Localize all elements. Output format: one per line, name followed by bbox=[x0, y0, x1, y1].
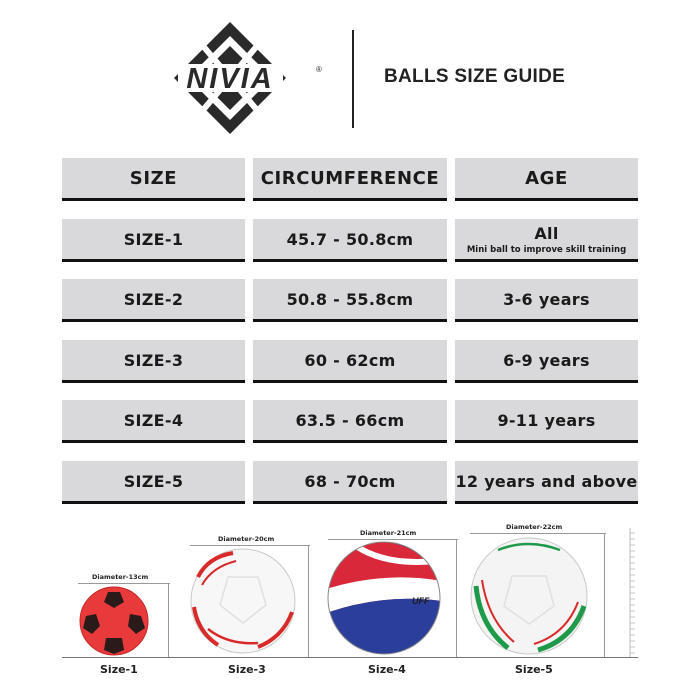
diameter-label: Diameter-13cm bbox=[92, 573, 149, 581]
column-header-size: SIZE bbox=[62, 158, 245, 201]
table-cell-age: 6-9 years bbox=[455, 340, 638, 383]
ball-label: Size-1 bbox=[100, 663, 138, 676]
dimension-line bbox=[456, 539, 457, 657]
dimension-line bbox=[308, 545, 309, 657]
table-cell-size: SIZE-4 bbox=[62, 400, 245, 443]
registered-mark: ® bbox=[316, 65, 322, 74]
age-note: Mini ball to improve skill training bbox=[466, 244, 627, 255]
ball-label: Size-5 bbox=[515, 663, 553, 676]
football-size3-icon bbox=[188, 547, 298, 655]
dimension-line bbox=[168, 583, 169, 657]
diameter-label: Diameter-22cm bbox=[506, 523, 563, 531]
dimension-line bbox=[190, 545, 310, 546]
dimension-line bbox=[470, 533, 606, 534]
table-cell-circumference: 68 - 70cm bbox=[253, 461, 447, 504]
header-divider bbox=[352, 30, 354, 128]
dimension-line bbox=[604, 533, 605, 657]
table-cell-size: SIZE-5 bbox=[62, 461, 245, 504]
column-header-age: AGE bbox=[455, 158, 638, 201]
table-cell-age: 12 years and above bbox=[455, 461, 638, 504]
table-cell-size: SIZE-2 bbox=[62, 279, 245, 322]
dimension-line bbox=[78, 583, 170, 584]
table-cell-circumference: 60 - 62cm bbox=[253, 340, 447, 383]
age-value: All bbox=[534, 223, 559, 243]
measuring-ruler-icon bbox=[624, 528, 638, 658]
ball-brand-print: UFF bbox=[412, 596, 430, 606]
nivia-logo bbox=[138, 20, 323, 138]
table-cell-age bbox=[455, 219, 638, 262]
table-cell-circumference: 50.8 - 55.8cm bbox=[253, 279, 447, 322]
table-cell-circumference: 45.7 - 50.8cm bbox=[253, 219, 447, 262]
ball-label: Size-4 bbox=[368, 663, 406, 676]
diameter-label: Diameter-21cm bbox=[360, 529, 417, 537]
ball-label: Size-3 bbox=[228, 663, 266, 676]
football-size5-icon bbox=[468, 536, 590, 656]
volleyball-size4-icon bbox=[326, 541, 442, 655]
table-cell-size: SIZE-3 bbox=[62, 340, 245, 383]
football-size1-icon bbox=[78, 586, 150, 656]
logo-wordmark: NIVIA bbox=[186, 63, 274, 95]
table-cell-age: 3-6 years bbox=[455, 279, 638, 322]
ground-line bbox=[62, 657, 638, 658]
table-cell-circumference: 63.5 - 66cm bbox=[253, 400, 447, 443]
dimension-line bbox=[328, 539, 458, 540]
column-header-circumference: CIRCUMFERENCE bbox=[253, 158, 447, 201]
table-cell-size: SIZE-1 bbox=[62, 219, 245, 262]
page-title: BALLS SIZE GUIDE bbox=[384, 66, 566, 87]
diameter-label: Diameter-20cm bbox=[218, 535, 275, 543]
table-cell-age: 9-11 years bbox=[455, 400, 638, 443]
header bbox=[0, 0, 700, 150]
